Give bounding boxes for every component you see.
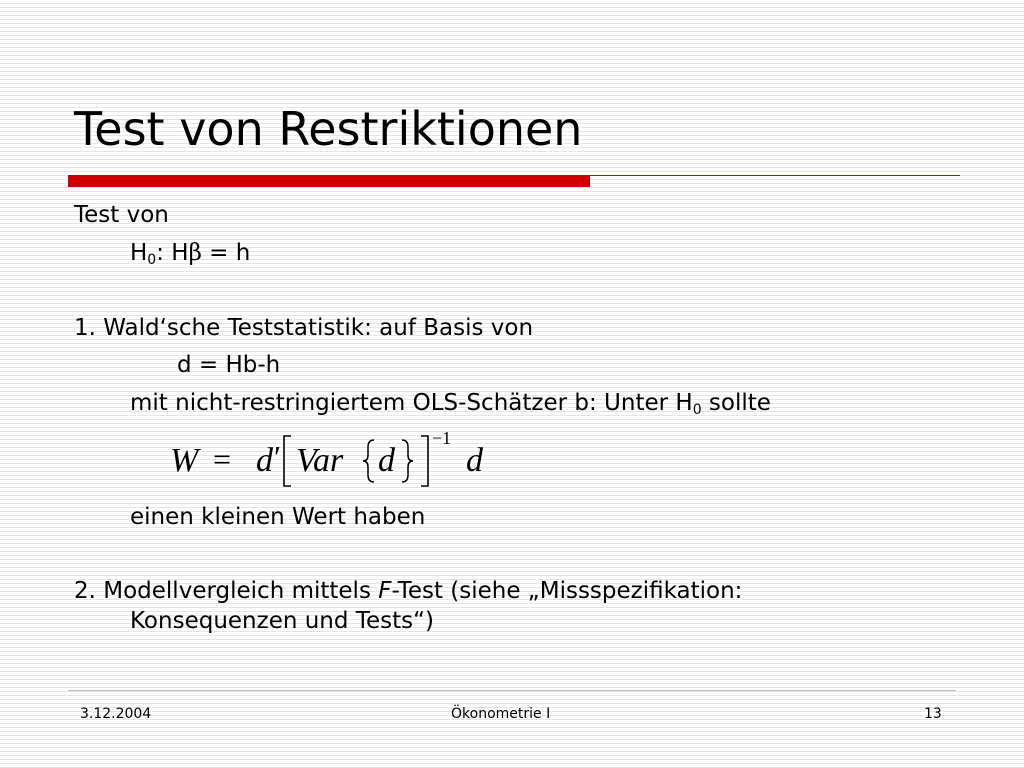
formula-right-bracket [421, 436, 428, 486]
footer-rule [68, 690, 956, 691]
formula-w: W [170, 442, 199, 479]
hypothesis-suffix: = h [201, 240, 251, 266]
hypothesis-subscript: 0 [147, 252, 157, 268]
formula-exponent: −1 [432, 428, 452, 448]
title-underline-thin [590, 175, 960, 176]
item-1-continuation-text: mit nicht-restringiertem OLS-Schätzer b: Unter H [130, 390, 693, 416]
formula-left-brace [363, 440, 374, 482]
title-underline-thick [68, 175, 590, 187]
hypothesis-line [130, 239, 250, 269]
formula-prime: ′ [274, 439, 281, 475]
item-2 [74, 577, 742, 607]
footer-page-number: 13 [924, 706, 942, 722]
slide-title: Test von Restriktionen [74, 102, 583, 156]
hypothesis-prefix: : H [156, 240, 189, 266]
d-definition: d = Hb-h [177, 352, 281, 378]
footer-date: 3.12.2004 [80, 706, 152, 722]
item-2-f-italic: F [378, 578, 392, 604]
body-line-test-von: Test von [74, 202, 169, 228]
hypothesis-beta: β [188, 240, 202, 266]
formula-d-inner: d [378, 442, 395, 479]
item-2-suffix: -Test (siehe „Missspezifikation: [391, 578, 743, 604]
item-1-continuation [130, 389, 771, 419]
formula-d-first: d [256, 442, 273, 479]
item-1-heading: 1. Wald‘sche Teststatistik: auf Basis von [74, 315, 534, 341]
formula-var: Var [296, 442, 344, 479]
item-1-conclusion: einen kleinen Wert haben [130, 504, 426, 530]
item-1-continuation-subscript: 0 [692, 402, 702, 418]
formula-left-bracket [284, 436, 291, 486]
wald-statistic-formula [168, 424, 508, 496]
item-2-continuation: Konsequenzen und Tests“) [130, 608, 434, 634]
formula-equals: = [213, 441, 232, 477]
formula-d-last: d [466, 442, 483, 479]
item-2-prefix: 2. Modellvergleich mittels [74, 578, 379, 604]
hypothesis-h: H [130, 240, 148, 266]
formula-right-brace [402, 440, 413, 482]
footer-course: Ökonometrie I [451, 706, 551, 722]
item-1-continuation-suffix: sollte [701, 390, 771, 416]
